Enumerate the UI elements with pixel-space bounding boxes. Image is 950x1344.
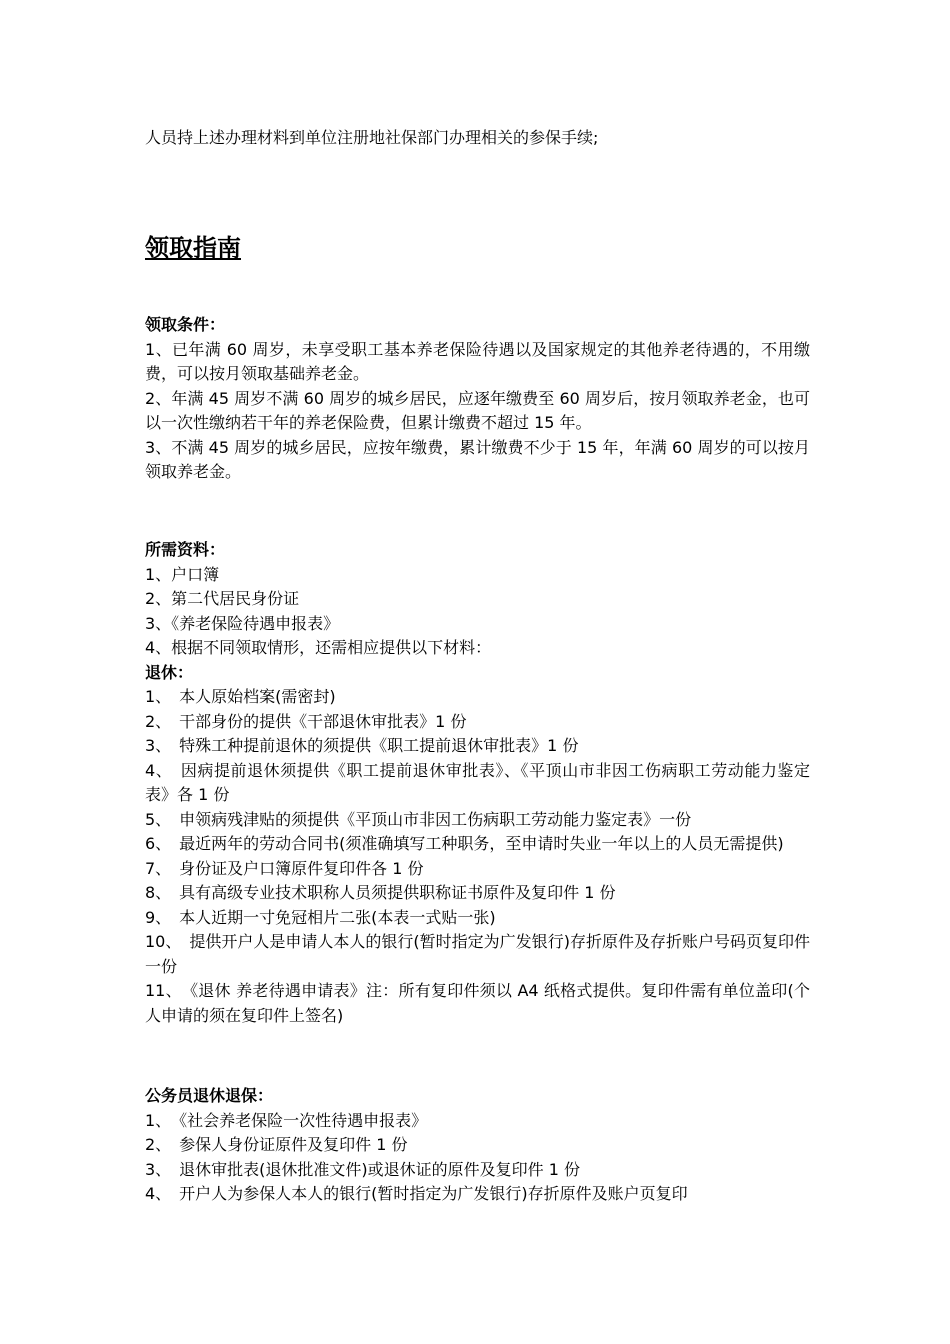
list-item: 1、 本人原始档案(需密封)	[145, 687, 336, 706]
page-title: 领取指南	[145, 234, 241, 262]
civil-servant-section	[145, 1084, 810, 1207]
list-item: 4、 开户人为参保人本人的银行(暂时指定为广发银行)存折原件及账户页复印	[145, 1184, 688, 1203]
list-item: 1、户口簿	[145, 564, 220, 584]
list-item: 9、 本人近期一寸免冠相片二张(本表一式贴一张)	[145, 907, 496, 927]
list-item: 11、 《退休 养老待遇申请表》注：所有复印件须以 A4 纸格式提供。复印件需有单位盖印(个人申请的须在复印件上签名)	[145, 981, 810, 1025]
list-item: 7、 身份证及户口簿原件复印件各 1 份	[145, 858, 424, 878]
list-item: 2、第二代居民身份证	[145, 589, 300, 608]
civil-servant-list	[145, 1109, 810, 1207]
list-item: 2、 参保人身份证原件及复印件 1 份	[145, 1135, 408, 1154]
intro-text: 人员持上述办理材料到单位注册地社保部门办理相关的参保手续;	[145, 128, 599, 147]
list-item: 5、 申领病残津贴的须提供《平顶山市非因工伤病职工劳动能力鉴定表》一份	[145, 809, 692, 829]
conditions-section	[145, 313, 810, 485]
list-item: 3、 特殊工种提前退休的须提供《职工提前退休审批表》1 份	[145, 736, 579, 755]
list-item: 8、 具有高级专业技术职称人员须提供职称证书原件及复印件 1 份	[145, 883, 616, 902]
retirement-list	[145, 685, 810, 1028]
list-item: 2、 干部身份的提供《干部退休审批表》1 份	[145, 711, 467, 731]
list-item: 3、不满 45 周岁的城乡居民，应按年缴费，累计缴费不少于 15 年，年满 60 周岁的可以按月领取养老金。	[145, 437, 810, 481]
list-item: 6、 最近两年的劳动合同书(须准确填写工种职务，至申请时失业一年以上的人员无需提供)	[145, 834, 784, 853]
list-item: 4、 因病提前退休须提供《职工提前退休审批表》、《平顶山市非因工伤病职工劳动能力鉴定表》各 1 份	[145, 760, 810, 804]
list-item: 4、根据不同领取情形，还需相应提供以下材料：	[145, 638, 492, 657]
conditions-title: 领取条件：	[145, 315, 226, 334]
list-item: 2、年满 45 周岁不满 60 周岁的城乡居民，应逐年缴费至 60 周岁后，按月领取养老金，也可以一次性缴纳若干年的养老保险费，但累计缴费不超过 15 年。	[145, 388, 810, 432]
civil-servant-title: 公务员退休退保：	[145, 1086, 274, 1105]
materials-list	[145, 563, 810, 661]
materials-section	[145, 538, 810, 1028]
list-item: 3、 退休审批表(退休批准文件)或退休证的原件及复印件 1 份	[145, 1159, 581, 1179]
list-item: 3、《养老保险待遇申报表》	[145, 613, 340, 633]
conditions-list	[145, 338, 810, 485]
list-item: 1、 《社会养老保险一次性待遇申报表》	[145, 1110, 428, 1130]
materials-title: 所需资料：	[145, 540, 226, 559]
list-item: 10、 提供开户人是申请人本人的银行(暂时指定为广发银行)存折原件及存折账户号码页复印件一份	[145, 932, 810, 976]
retirement-title: 退休：	[145, 662, 194, 682]
list-item: 1、已年满 60 周岁，未享受职工基本养老保险待遇以及国家规定的其他养老待遇的，不用缴费，可以按月领取基础养老金。	[145, 339, 810, 383]
